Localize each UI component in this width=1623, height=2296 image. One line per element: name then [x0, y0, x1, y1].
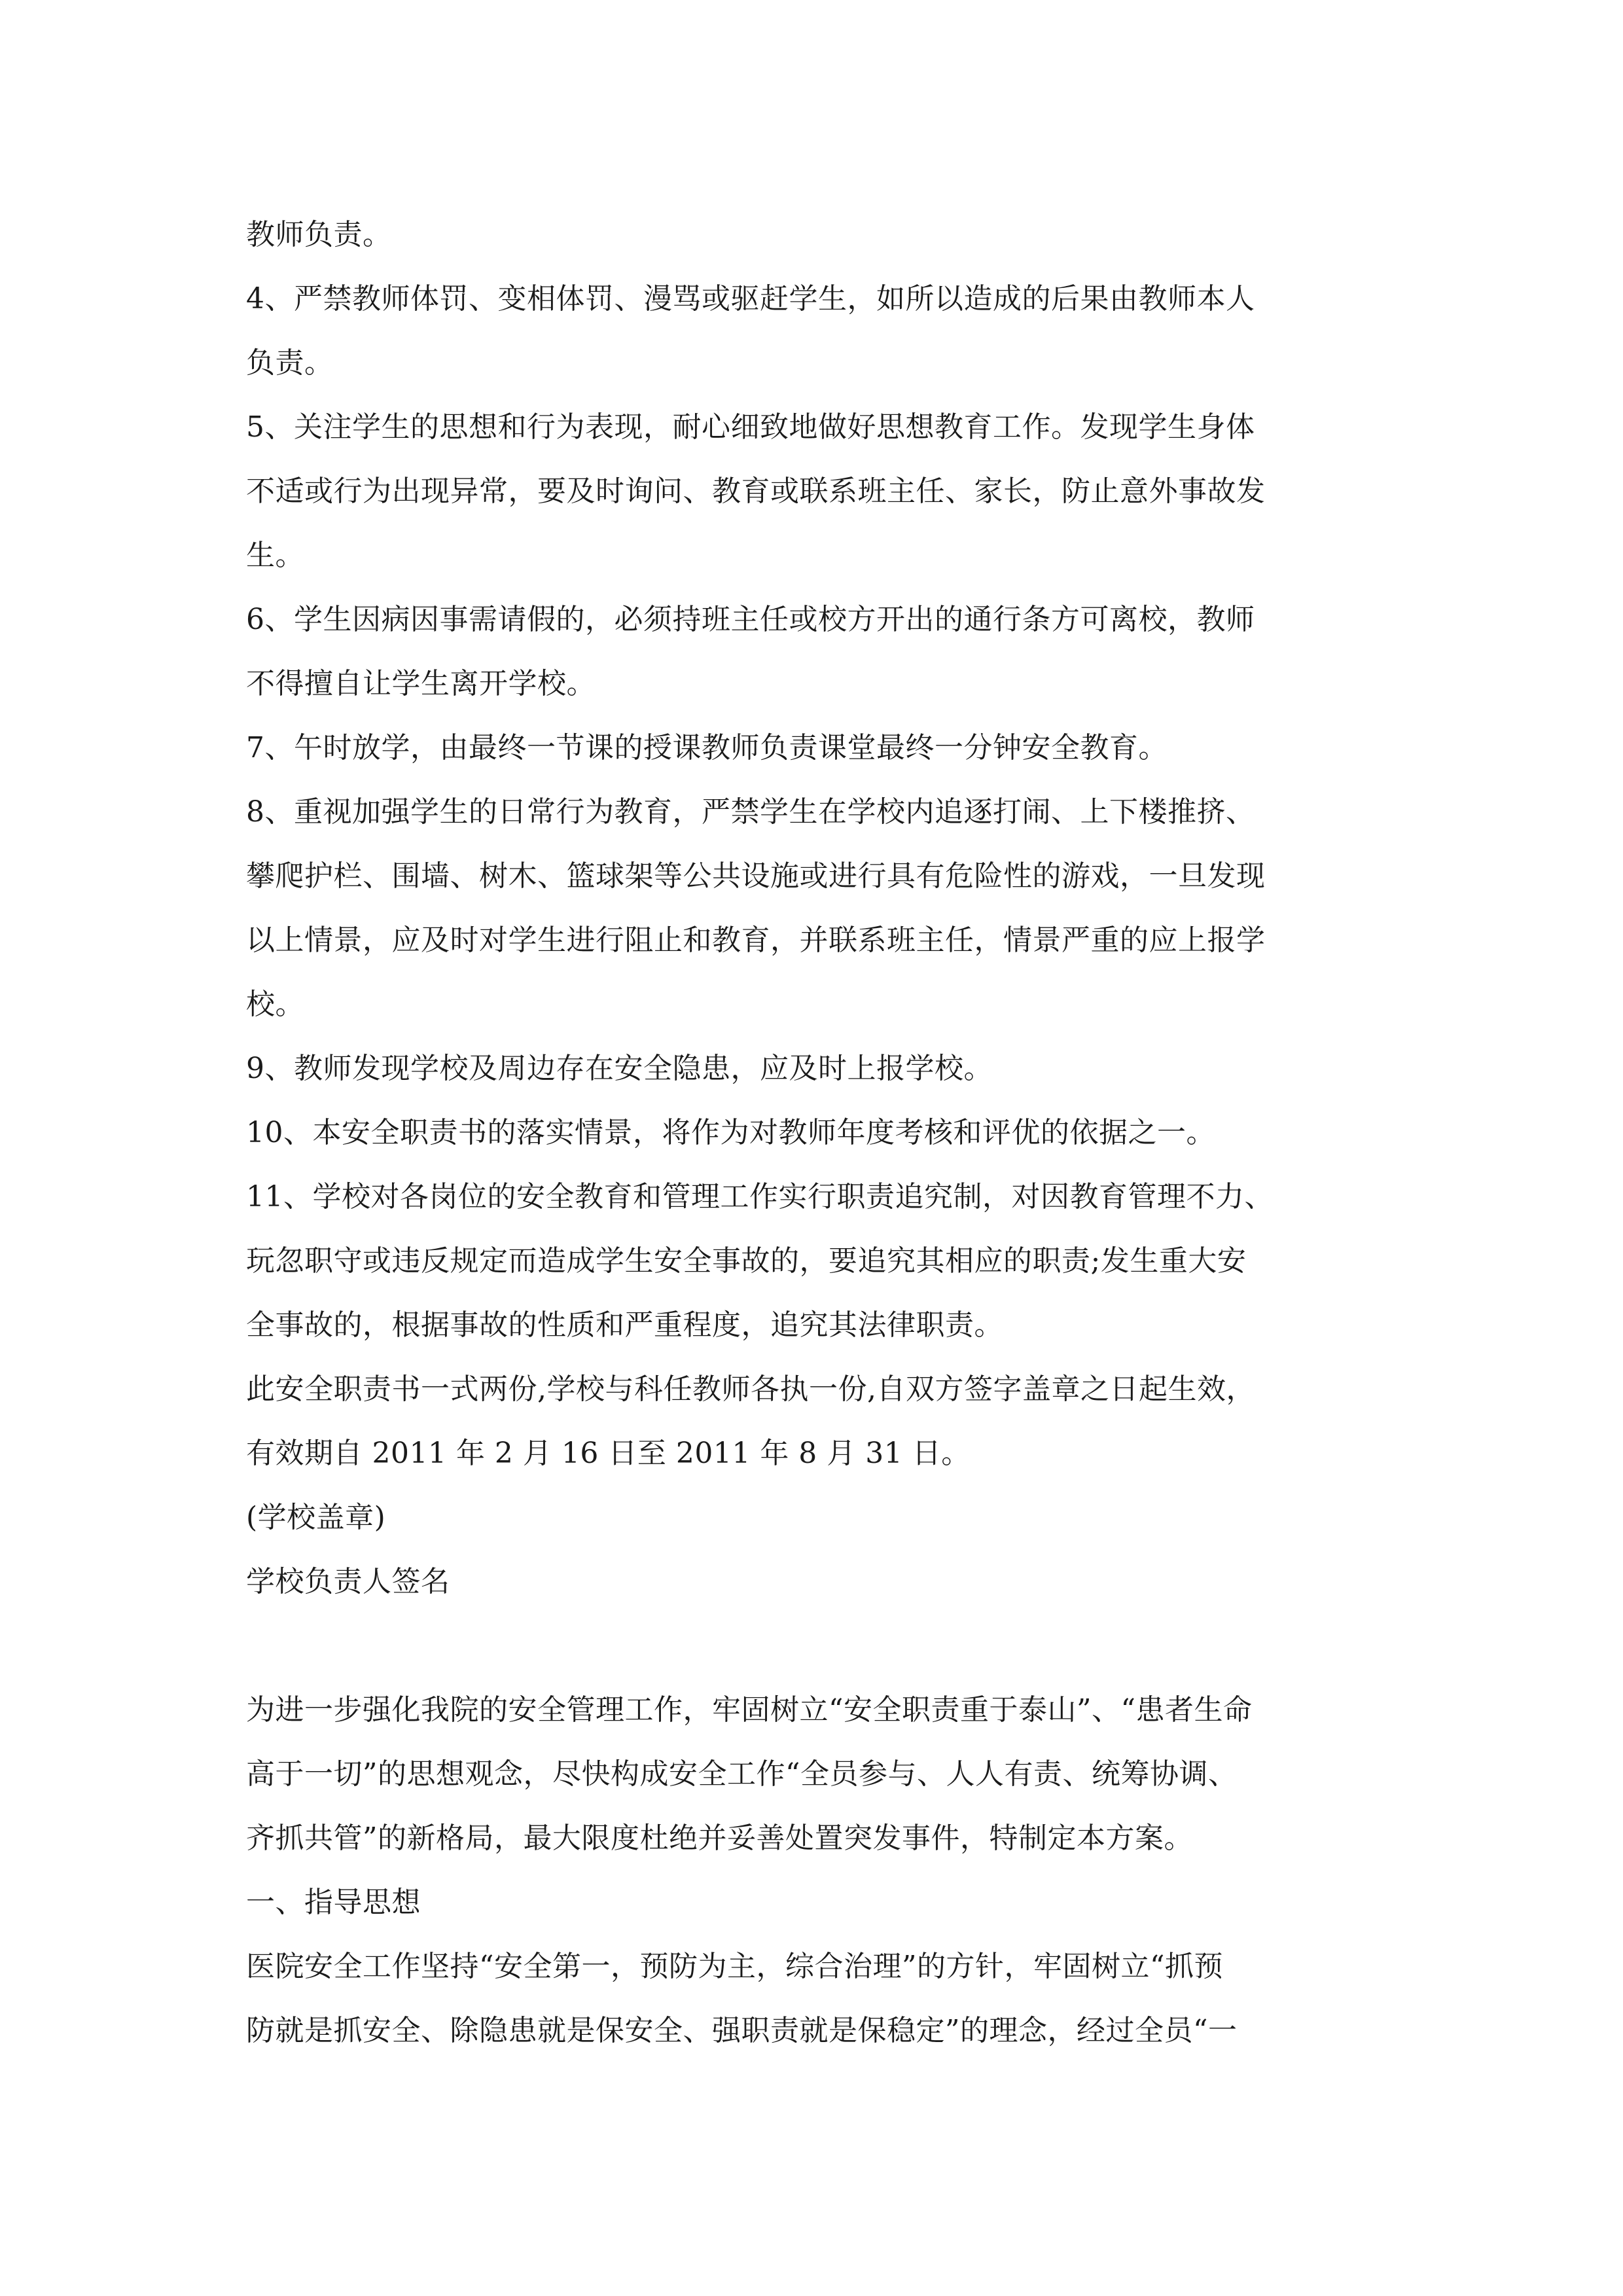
section-heading: 一、指导思想 [246, 1886, 421, 1919]
text-line: 以上情景，应及时对学生进行阻止和教育，并联系班主任，情景严重的应上报学 [246, 924, 1266, 957]
text-line: 全事故的，根据事故的性质和严重程度，追究其法律职责。 [246, 1308, 1003, 1342]
text-line: 高于一切”的思想观念，尽快构成安全工作“全员参与、人人有责、统筹协调、 [246, 1757, 1238, 1791]
text-line: 6、学生因病因事需请假的，必须持班主任或校方开出的通行条方可离校，教师 [246, 603, 1255, 636]
document-body [246, 203, 1398, 2063]
text-line: 11、学校对各岗位的安全教育和管理工作实行职责追究制，对因教育管理不力、 [246, 1180, 1274, 1213]
text-line: 防就是抓安全、除隐患就是保安全、强职责就是保稳定”的理念，经过全员“一 [246, 2014, 1238, 2047]
text-line: 7、午时放学，由最终一节课的授课教师负责课堂最终一分钟安全教育。 [246, 731, 1168, 764]
text-line: 不适或行为出现异常，要及时询问、教育或联系班主任、家长，防止意外事故发 [246, 475, 1266, 508]
text-line: 校。 [246, 988, 304, 1021]
signature-label: 学校负责人签名 [246, 1565, 450, 1598]
text-line: 有效期自 2011 年 2 月 16 日至 2011 年 8 月 31 日。 [246, 1437, 971, 1470]
text-line: 为进一步强化我院的安全管理工作，牢固树立“安全职责重于泰山”、“患者生命 [246, 1693, 1253, 1727]
text-line: 医院安全工作坚持“安全第一，预防为主，综合治理”的方针，牢固树立“抓预 [246, 1950, 1223, 1983]
text-line: 4、严禁教师体罚、变相体罚、漫骂或驱赶学生，如所以造成的后果由教师本人 [246, 282, 1255, 315]
text-line: 生。 [246, 539, 304, 572]
text-line: 不得擅自让学生离开学校。 [246, 667, 596, 700]
text-line: 玩忽职守或违反规定而造成学生安全事故的，要追究其相应的职责;发生重大安 [246, 1244, 1247, 1278]
school-seal-label: (学校盖章) [246, 1501, 386, 1534]
text-line: 负责。 [246, 346, 334, 380]
text-line: 教师负责。 [246, 218, 392, 251]
section-gap [246, 1614, 1398, 1678]
text-line: 9、教师发现学校及周边存在安全隐患，应及时上报学校。 [246, 1052, 993, 1085]
text-line: 攀爬护栏、围墙、树木、篮球架等公共设施或进行具有危险性的游戏，一旦发现 [246, 859, 1266, 893]
text-line: 10、本安全职责书的落实情景，将作为对教师年度考核和评优的依据之一。 [246, 1116, 1215, 1149]
text-line: 齐抓共管”的新格局，最大限度杜绝并妥善处置突发事件，特制定本方案。 [246, 1821, 1193, 1855]
text-line: 8、重视加强学生的日常行为教育，严禁学生在学校内追逐打闹、上下楼推挤、 [246, 795, 1255, 829]
text-line: 5、关注学生的思想和行为表现，耐心细致地做好思想教育工作。发现学生身体 [246, 410, 1255, 444]
text-line: 此安全职责书一式两份,学校与科任教师各执一份,自双方签字盖章之日起生效， [246, 1372, 1255, 1406]
